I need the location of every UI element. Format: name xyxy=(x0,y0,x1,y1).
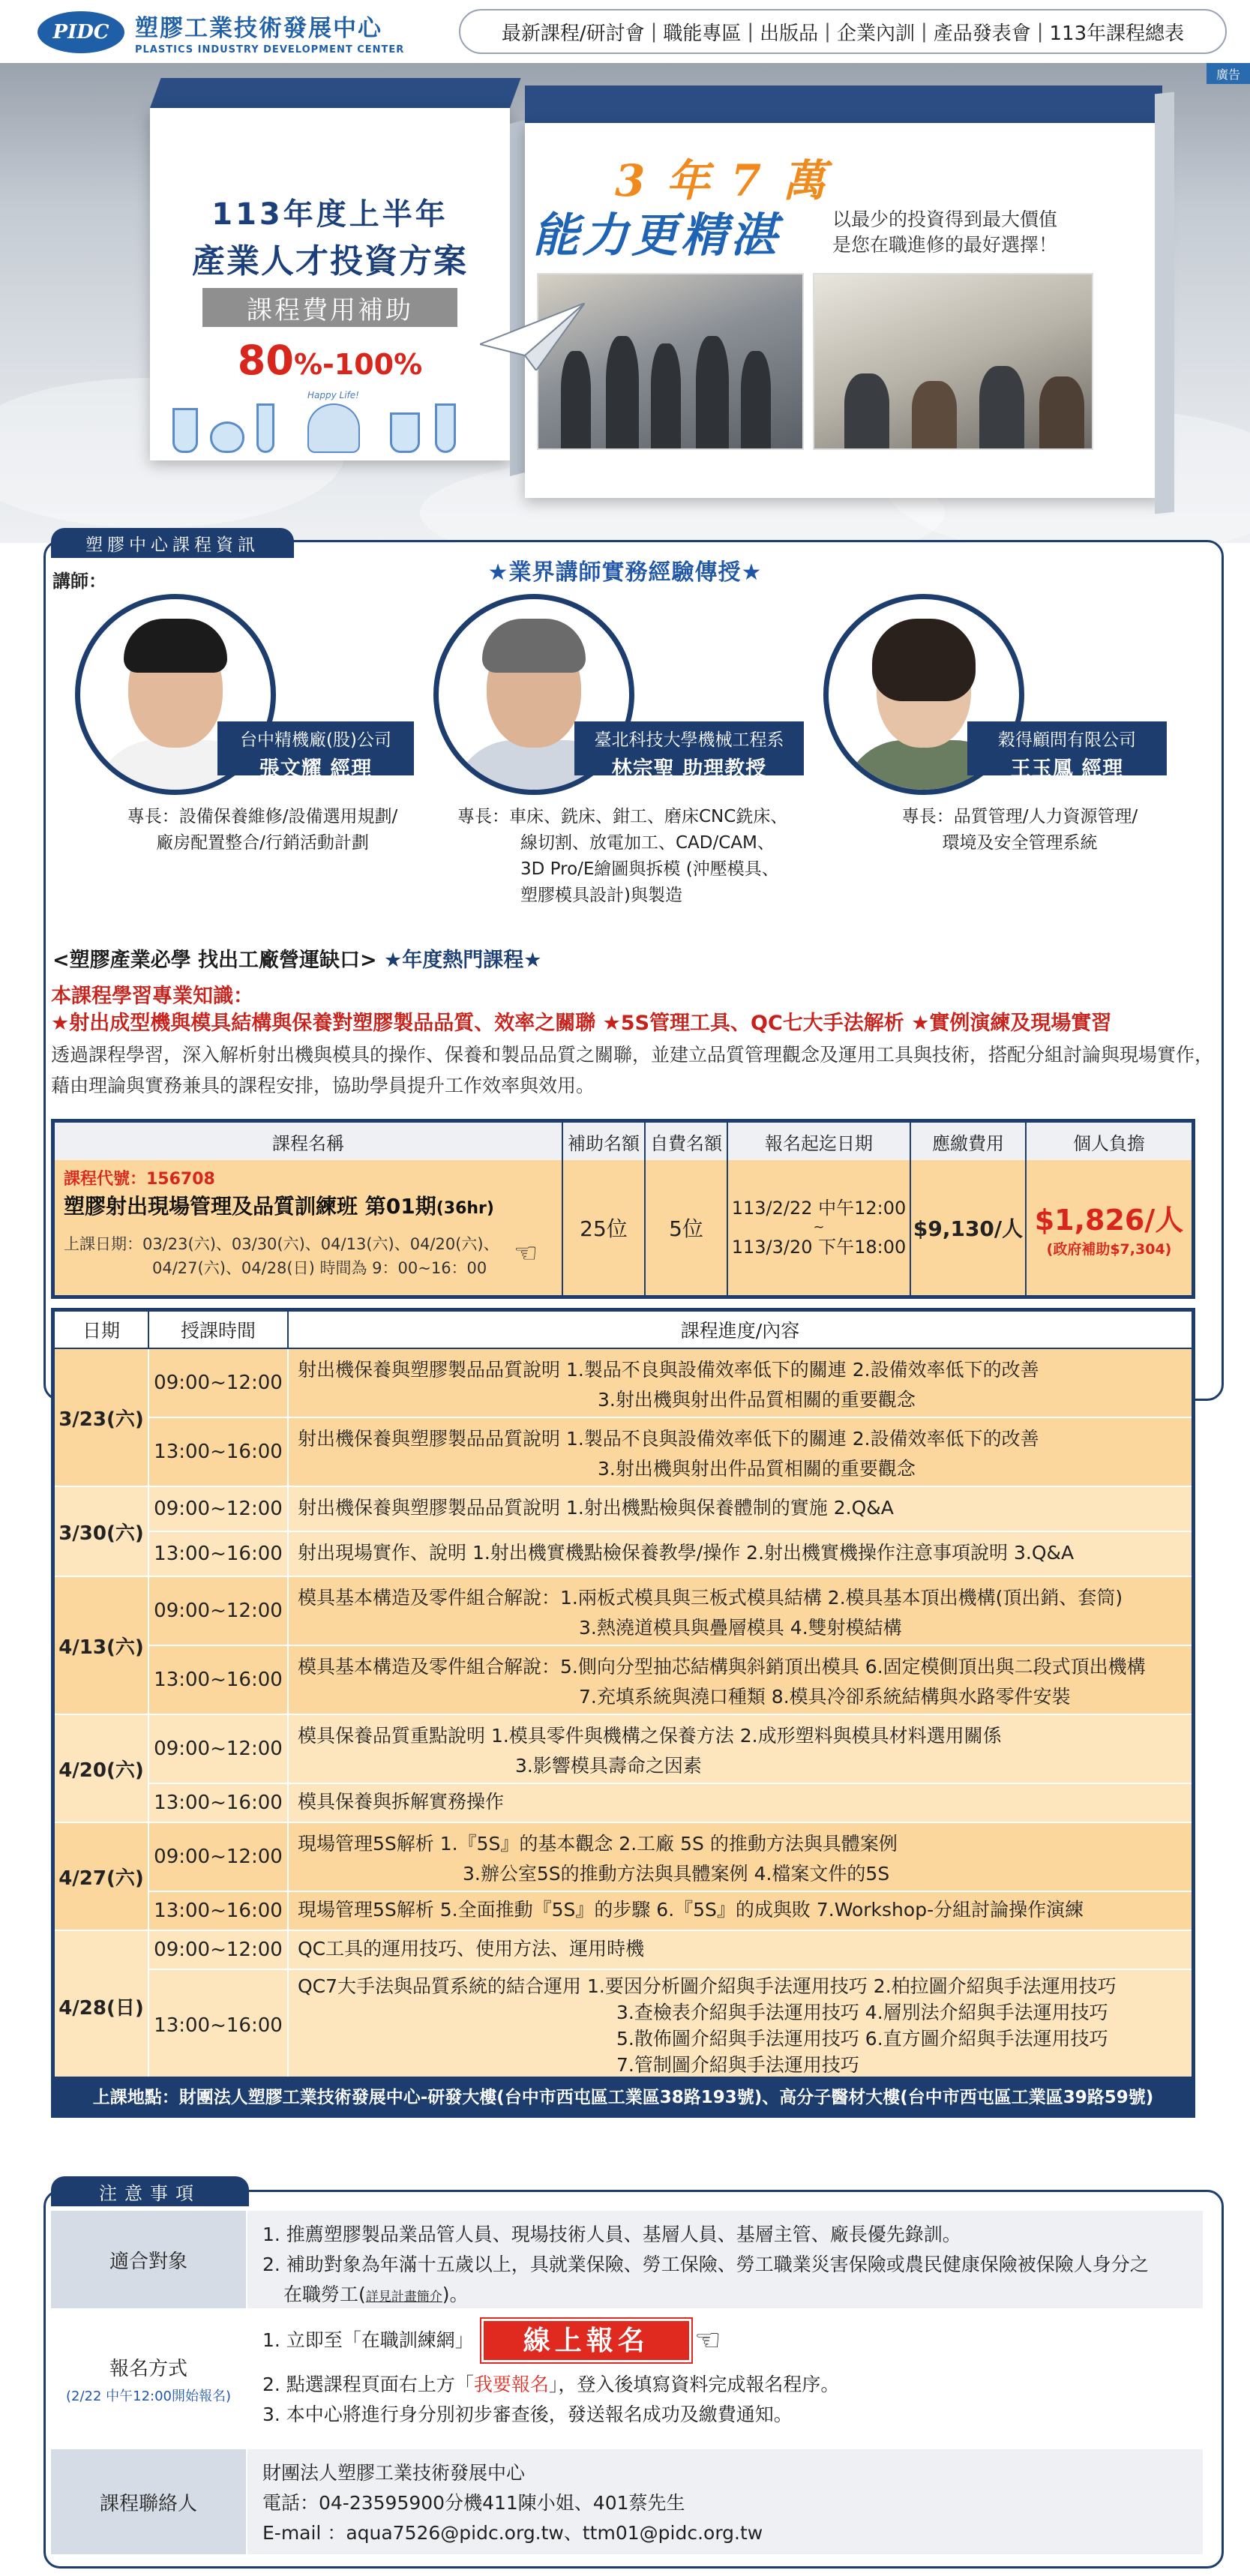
content-line: 射出機保養與塑膠製品品質說明 1.製品不良與設備效率低下的關連 2.設備效率低下的改善 xyxy=(298,1428,1039,1450)
course-title-text: 塑膠射出現場管理及品質訓練班 第01期 xyxy=(64,1194,436,1219)
table-header-row xyxy=(55,1123,1192,1160)
day-date: 4/27(六) xyxy=(55,1823,149,1931)
teacher-org: 臺北科技大學機械工程系 xyxy=(594,730,784,750)
lecturer-subtitle: ★業界講師實務經驗傳授★ xyxy=(487,559,763,586)
day-date: 3/23(六) xyxy=(55,1349,149,1487)
course-code: 課程代號：156708 xyxy=(64,1170,215,1189)
nav-separator: | xyxy=(824,20,831,43)
dates-line-2: 04/27(六)、04/28(日) 時間為 9：00~16：00 xyxy=(152,1259,487,1277)
content-line: 射出現場實作、說明 1.射出機實機點檢保養教學/操作 2.射出機實機操作注意事項說明 3.Q&A xyxy=(298,1542,1075,1564)
logo-english-name: PLASTICS INDUSTRY DEVELOPMENT CENTER xyxy=(135,44,405,55)
target-content xyxy=(247,2211,1203,2308)
teacher-nameplate xyxy=(574,721,804,781)
teacher-name: 張文耀 經理 xyxy=(259,757,373,781)
contact-content xyxy=(247,2449,1203,2554)
apply-label: 報名方式 xyxy=(109,2357,187,2380)
session-time: 09:00~12:00 xyxy=(149,1577,289,1646)
content-line: 模具保養品質重點說明 1.模具零件與機構之保養方法 2.成形塑料與模具材料選用關係 xyxy=(298,1725,1002,1747)
content-line: 3.射出機與射出件品質相關的重要觀念 xyxy=(598,1389,916,1411)
course-hours: (36hr) xyxy=(436,1199,494,1218)
session-content xyxy=(289,1892,1192,1931)
hair xyxy=(482,619,586,673)
content-line: 射出機保養與塑膠製品品質說明 1.製品不良與設備效率低下的關連 2.設備效率低下的改善 xyxy=(298,1359,1039,1381)
knowledge-title: 本課程學習專業知識： xyxy=(51,985,253,1008)
banner-headline-3y70k: 3 年 7 萬 xyxy=(615,155,829,206)
registration-period xyxy=(728,1160,910,1295)
person-figure xyxy=(741,351,771,448)
apply-line-1 xyxy=(262,2317,1188,2364)
nav-publications[interactable]: 出版品 xyxy=(760,22,819,45)
apply-content xyxy=(247,2311,1203,2446)
spec-line: 線切割、放電加工、CAD/CAM、 xyxy=(520,833,775,853)
header-content: 課程進度/內容 xyxy=(289,1312,1192,1349)
teacher-nameplate xyxy=(967,721,1167,781)
teacher-name: 王玉鳳 經理 xyxy=(1010,757,1124,781)
hot-course-line xyxy=(52,943,541,973)
content-line: 現場管理5S解析 1.『5S』的基本觀念 2.工廠 5S 的推動方法與具體案例 xyxy=(298,1833,898,1855)
flask-icon xyxy=(210,421,244,453)
content-line: 現場管理5S解析 5.全面推動『5S』的步驟 6.『5S』的成與敗 7.Workshop-分組討論操作演練 xyxy=(298,1899,1084,1921)
nav-latest-courses[interactable]: 最新課程/研討會 xyxy=(501,22,645,45)
online-apply-button[interactable]: 線上報名 xyxy=(481,2319,691,2362)
banner-year-title: 113年度上半年 xyxy=(211,197,448,232)
test-tube-icon xyxy=(256,403,274,453)
hot-course-prefix: <塑膠產業必學 找出工廠營運缺口> xyxy=(52,949,377,972)
top-navigation xyxy=(459,9,1227,54)
session-content xyxy=(289,1349,1192,1418)
paper-plane-icon xyxy=(480,303,585,370)
notes-row-target xyxy=(51,2211,1203,2308)
hot-course-badge: ★年度熱門課程★ xyxy=(376,949,542,972)
nav-separator: | xyxy=(650,20,658,43)
table-divider xyxy=(562,1123,563,1295)
session-content xyxy=(289,1646,1192,1715)
header-fee: 應繳費用 xyxy=(932,1132,1004,1154)
session-content xyxy=(289,1715,1192,1784)
nav-course-list-113[interactable]: 113年課程總表 xyxy=(1049,22,1185,45)
session-time: 13:00~16:00 xyxy=(149,1784,289,1823)
table-row xyxy=(55,1160,1192,1295)
teacher-specialty xyxy=(435,804,825,909)
nav-separator: | xyxy=(920,20,928,43)
target-line-3-text: 在職勞工( xyxy=(283,2284,366,2305)
slogan-line-1: 以最少的投資得到最大價值 xyxy=(832,208,1058,230)
course-dates xyxy=(64,1232,499,1280)
percent-sign: % xyxy=(394,348,423,381)
contact-phone: 電話：04-23595900分機411陳小姐、401蔡先生 xyxy=(262,2492,685,2514)
contact-label: 課程聯絡人 xyxy=(51,2449,246,2554)
nav-enterprise-training[interactable]: 企業內訓 xyxy=(836,22,915,45)
plan-intro-link[interactable]: 詳見計畫簡介 xyxy=(365,2290,442,2305)
knowledge-body: ★射出成型機與模具結構與保養對塑膠製品品質、效率之關聯 ★5S管理工具、QC七大手法解析 ★實例演練及現場實習 xyxy=(51,1012,1112,1035)
header-date: 日期 xyxy=(55,1312,149,1349)
class-location: 上課地點：財團法人塑膠工業技術發展中心-研發大樓(台中市西屯區工業區38路193號)、高分子醫材大樓(台中市西屯區工業區39路59號) xyxy=(55,2077,1192,2114)
content-line: 模具基本構造及零件組合解說：5.側向分型抽芯結構與斜銷頂出模具 6.固定模側頂出與二段式頂出機構 xyxy=(298,1656,1146,1678)
session-time: 13:00~16:00 xyxy=(149,1532,289,1577)
session-time: 13:00~16:00 xyxy=(149,1646,289,1715)
banner-left-panel xyxy=(150,108,510,460)
header-time: 授課時間 xyxy=(149,1312,289,1349)
site-logo[interactable] xyxy=(37,9,404,55)
person-figure xyxy=(606,336,639,448)
banner-right-panel xyxy=(525,123,1162,498)
header-personal-cost: 個人負擔 xyxy=(1073,1132,1145,1154)
ad-tag: 廣告 xyxy=(1207,63,1250,84)
session-time: 09:00~12:00 xyxy=(149,1487,289,1532)
reg-end: 113/3/20 下午18:00 xyxy=(731,1237,907,1258)
apply-start-note: (2/22 中午12:00開始報名) xyxy=(65,2388,232,2404)
content-line: 模具基本構造及零件組合解說：1.兩板式模具與三板式模具結構 2.模具基本頂出機構(頂出銷、套筒) xyxy=(298,1587,1123,1609)
box-side xyxy=(1155,92,1174,514)
person-figure xyxy=(844,373,889,448)
contact-org: 財團法人塑膠工業技術發展中心 xyxy=(262,2462,526,2484)
spec-line: 廠房配置整合/行銷活動計劃 xyxy=(156,833,369,853)
course-info-table xyxy=(51,1119,1195,1299)
apply-line-2 xyxy=(262,2370,1188,2400)
contact-email[interactable]: E-mail ：aqua7526@pidc.org.tw、ttm01@pidc.org.tw xyxy=(262,2522,763,2544)
session-content xyxy=(289,1931,1192,1970)
spec-line: 專長：車床、銑床、鉗工、磨床CNC銑床、 xyxy=(457,807,788,826)
target-line-3 xyxy=(262,2280,1188,2312)
content-line: 3.射出機與射出件品質相關的重要觀念 xyxy=(598,1458,916,1480)
teacher-org: 穀得顧問有限公司 xyxy=(998,730,1136,750)
day-date: 4/13(六) xyxy=(55,1577,149,1715)
ad-banner[interactable] xyxy=(0,63,1250,543)
test-tube-icon xyxy=(435,403,456,453)
content-line: 3.查檢表介紹與手法運用技巧 4.層別法介紹與手法運用技巧 xyxy=(616,2002,1108,2023)
spec-line: 3D Pro/E繪圖與拆模 (沖壓模具、 xyxy=(520,859,779,879)
person-figure xyxy=(651,343,681,448)
teacher-org: 台中精機廠(股)公司 xyxy=(240,730,391,750)
nav-separator: | xyxy=(1036,20,1044,43)
session-content xyxy=(289,1577,1192,1646)
content-line: 3.熱澆道模具與疊層模具 4.雙射模結構 xyxy=(579,1617,902,1639)
subsidy-pill: 課程費用補助 xyxy=(202,288,457,327)
self-pay-seats: 5位 xyxy=(669,1216,703,1241)
logo-mark: PIDC xyxy=(37,11,124,53)
session-time: 13:00~16:00 xyxy=(149,1892,289,1931)
course-description: 透過課程學習，深入解析射出機與模具的操作、保養和製品品質之關聯，並建立品質管理觀念及運用工具與技術，搭配分組討論與現場實作，藉由理論與實務兼具的課程安排，協助學員提升工作效率與效用。 xyxy=(51,1044,1214,1096)
session-time: 09:00~12:00 xyxy=(149,1349,289,1418)
nav-competency[interactable]: 職能專區 xyxy=(663,22,742,45)
nav-product-launch[interactable]: 產品發表會 xyxy=(933,22,1031,45)
hair xyxy=(124,619,227,673)
banner-program-title: 產業人才投資方案 xyxy=(192,242,468,280)
session-content xyxy=(289,1970,1192,2081)
person-figure xyxy=(1039,376,1084,448)
schedule-table xyxy=(51,1308,1195,2118)
session-content xyxy=(289,1532,1192,1577)
banner-headline-skills: 能力更精湛 xyxy=(532,208,781,262)
session-content xyxy=(289,1823,1192,1892)
box-top-band xyxy=(150,78,521,108)
session-time: 13:00~16:00 xyxy=(149,1970,289,2081)
header-registration-period: 報名起迄日期 xyxy=(765,1132,873,1154)
reg-tilde: ~ xyxy=(813,1219,825,1235)
site-header xyxy=(0,0,1250,63)
table-divider xyxy=(910,1123,911,1295)
course-info-tab: 塑膠中心課程資訊 xyxy=(51,528,294,558)
spec-line: 專長：設備保養維修/設備選用規劃/ xyxy=(127,807,398,826)
spec-line: 專長：品質管理/人力資源管理/ xyxy=(901,807,1138,826)
content-line: 5.散佈圖介紹與手法運用技巧 6.直方圖介紹與手法運用技巧 xyxy=(616,2028,1108,2050)
content-line: 7.充填系統與澆口種類 8.模具冷卻系統結構與水路零件安裝 xyxy=(579,1686,1071,1708)
box-top-band xyxy=(525,85,1162,123)
content-line: 7.管制圖介紹與手法運用技巧 xyxy=(616,2054,859,2076)
personal-cost-value: $1,826/人 xyxy=(1034,1204,1184,1237)
course-title[interactable] xyxy=(64,1190,494,1220)
notes-row-apply xyxy=(51,2311,1203,2446)
day-date: 4/20(六) xyxy=(55,1715,149,1823)
target-line-3-end: )。 xyxy=(442,2284,469,2305)
subsidy-percent xyxy=(150,337,510,384)
session-content xyxy=(289,1418,1192,1487)
course-fee: $9,130/人 xyxy=(913,1216,1024,1241)
my-registration-text: 我要報名 xyxy=(473,2374,549,2395)
dates-line-1: 上課日期：03/23(六)、03/30(六)、04/13(六)、04/20(六)、 xyxy=(64,1235,499,1253)
hair xyxy=(872,619,976,701)
teacher-nameplate xyxy=(217,721,414,781)
session-content xyxy=(289,1487,1192,1532)
teacher-name: 林宗聖 助理教授 xyxy=(611,757,767,781)
apply-line-2-end: 」，登入後填寫資料完成報名程序。 xyxy=(548,2374,840,2395)
notes-tab: 注意事項 xyxy=(51,2176,249,2206)
target-label: 適合對象 xyxy=(51,2211,246,2308)
session-time: 13:00~16:00 xyxy=(149,1418,289,1487)
content-line: 3.辦公室5S的推動方法與具體案例 4.檔案文件的5S xyxy=(463,1863,890,1885)
apply-line-1-text: 1. 立即至「在職訓練網」 xyxy=(262,2329,474,2351)
session-time: 09:00~12:00 xyxy=(149,1715,289,1784)
teacher-specialty xyxy=(67,804,457,856)
header-course-name: 課程名稱 xyxy=(272,1132,344,1154)
spec-line: 塑膠模具設計)與製造 xyxy=(520,886,682,905)
personal-cost xyxy=(1027,1160,1192,1295)
table-divider xyxy=(1025,1123,1027,1295)
session-time: 09:00~12:00 xyxy=(149,1823,289,1892)
subsidy-seats: 25位 xyxy=(580,1216,628,1241)
table-divider xyxy=(644,1123,646,1295)
spec-line: 環境及安全管理系統 xyxy=(942,833,1098,853)
table-divider xyxy=(727,1123,728,1295)
pointing-hand-icon[interactable]: ☜ xyxy=(514,1238,538,1269)
content-line: 模具保養與拆解實務操作 xyxy=(298,1791,505,1813)
target-line-2: 2. 補助對象為年滿十五歲以上，具就業保險、勞工保險、勞工職業災害保險或農民健康保險被保險人身分之 xyxy=(262,2254,1149,2275)
target-line-1: 1. 推薦塑膠製品業品管人員、現場技術人員、基層人員、基層主管、廠長優先錄訓。 xyxy=(262,2224,961,2245)
notes-row-contact xyxy=(51,2449,1203,2554)
reg-start: 113/2/22 中午12:00 xyxy=(731,1198,907,1219)
content-line: 3.影響模具壽命之因素 xyxy=(515,1755,702,1777)
content-line: QC7大手法與品質系統的結合運用 1.要因分析圖介紹與手法運用技巧 2.柏拉圖介紹與手法運用技巧 xyxy=(298,1975,1117,1997)
day-date: 3/30(六) xyxy=(55,1487,149,1577)
teacher-specialty xyxy=(840,804,1200,856)
training-photo-2 xyxy=(813,273,1093,450)
slogan-line-2: 是您在職進修的最好選擇！ xyxy=(832,234,1058,256)
percent-80: 80 xyxy=(237,337,294,384)
content-line: QC工具的運用技巧、使用方法、運用時機 xyxy=(298,1938,645,1960)
content-line: 射出機保養與塑膠製品品質說明 1.射出機點檢與保養體制的實施 2.Q&A xyxy=(298,1497,894,1519)
scientist-figure xyxy=(307,403,360,453)
apply-label-cell xyxy=(51,2311,246,2446)
lecturer-label: 講師： xyxy=(52,571,106,592)
person-figure xyxy=(912,381,957,448)
person-figure xyxy=(696,336,729,448)
header-subsidy-seats: 補助名額 xyxy=(568,1132,640,1154)
apply-line-3: 3. 本中心將進行身分別初步審查後，發送報名成功及繳費通知。 xyxy=(262,2404,793,2425)
nav-separator: | xyxy=(747,20,754,43)
person-figure xyxy=(979,366,1024,448)
session-content xyxy=(289,1784,1192,1823)
flask-icon xyxy=(172,408,198,453)
lab-illustration xyxy=(165,390,495,453)
flask-icon xyxy=(390,412,420,453)
happy-life-text: Happy Life! xyxy=(307,390,359,400)
gov-subsidy: (政府補助$7,304) xyxy=(1046,1241,1172,1258)
day-date: 4/28(日) xyxy=(55,1931,149,2081)
header-self-pay-seats: 自費名額 xyxy=(650,1132,722,1154)
apply-line-2-text: 2. 點選課程頁面右上方「 xyxy=(262,2374,474,2395)
pointing-hand-icon: ☜ xyxy=(694,2323,721,2358)
session-time: 09:00~12:00 xyxy=(149,1931,289,1970)
banner-slogan xyxy=(832,207,1057,258)
percent-100: %-100 xyxy=(293,348,394,381)
logo-chinese-name: 塑膠工業技術發展中心 xyxy=(135,15,382,42)
